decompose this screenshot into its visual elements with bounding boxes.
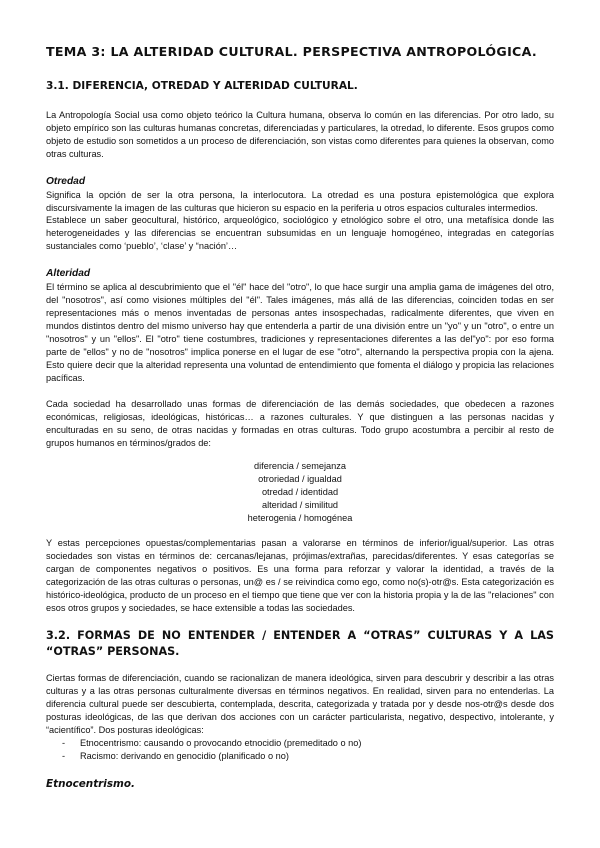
alteridad-heading: Alteridad (46, 268, 91, 280)
section-1-heading: 3.1. DIFERENCIA, OTREDAD Y ALTERIDAD CULTURAL. (46, 80, 358, 92)
list-item: - Etnocentrismo: causando o provocando etnocidio (premeditado o no) (62, 737, 554, 750)
pair-item: heterogenia / homogénea (247, 513, 353, 524)
section-2-heading: 3.2. FORMAS DE NO ENTENDER / ENTENDER A “OTRAS” CULTURAS Y A LAS “OTRAS” PERSONAS. (46, 629, 554, 659)
section-2-paragraph: Ciertas formas de diferenciación, cuando se racionalizan de manera ideológica, sirven para descubrir y describir a las otras culturas y a las otras personas culturalmente diversas en términos negativos. En realidad, sirven para no entenderlas. La diferencia cultural puede ser descubierta, contemplada, descrita, categorizada y tratada por y desde nos-otr@s desde dos posturas ideológicas, de las que derivan dos acciones con un carácter particularista, negativo, despectivo, intolerante, y “acientífico”. Dos posturas ideológicas: (46, 673, 554, 736)
alteridad-paragraph-2: Cada sociedad ha desarrollado unas formas de diferenciación de las demás sociedades, que obedecen a razones económicas, religiosas, ideológicas, históricas… a razones culturales. Y que distinguen a las personas nacidas y enculturadas en su seno, de otras nacidas y formadas en otras culturas. Todo grupo acostumbra a percibir al resto de grupos humanos en términos/grados de: (46, 399, 554, 449)
intro-paragraph: La Antropología Social usa como objeto teórico la Cultura humana, observa lo común en las diferencias. Por otro lado, su objeto empírico son las culturas humanas concretas, diferenciadas y particulares, la otredad, lo diferente. Esos grupos como objeto de estudio son sometidos a un proceso de diferenciación, son vistas como diferentes para quienes la observan, como otras culturas. (46, 110, 554, 159)
otredad-heading: Otredad (46, 175, 86, 187)
pair-item: diferencia / semejanza (254, 461, 346, 472)
pair-item: otroriedad / igualdad (258, 474, 342, 485)
ideological-postures-list (46, 737, 554, 763)
etnocentrismo-heading: Etnocentrismo. (46, 777, 135, 790)
list-item: - Racismo: derivando en genocidio (planificado o no) (62, 750, 554, 763)
page-title: TEMA 3: LA ALTERIDAD CULTURAL. PERSPECTIVA ANTROPOLÓGICA. (46, 44, 537, 59)
pair-item: otredad / identidad (261, 487, 339, 498)
alteridad-paragraph-1: El término se aplica al descubrimiento que el "él" hace del "otro", lo que hace surgir una amplia gama de imágenes del otro, del "nosotros", así como visiones múltiples del "él". Tales imágenes, más allá de las diferencias, coinciden todas en ser representaciones más o menos inventadas de personas antes insospechadas, radicalmente diferentes, que viven en mundos distintos dentro del mismo universo hay que entenderla a partir de una división entre un "yo" y un "otro", o entre un "nosotros" y un "ellos". El "otro" tiene costumbres, tradiciones y representaciones diferentes a las del"yo": por eso forma parte de "ellos" y no de "nosotros" implica ponerse en el lugar de ese "otro", alternando la perspectiva propia con la ajena. Esto quiere decir que la alteridad representa una voluntad de entendimiento que fomenta el diálogo y propicia las relaciones pacíficas. (46, 282, 554, 383)
otredad-paragraph-1: Significa la opción de ser la otra persona, la interlocutora. La otredad es una postura epistemológica que explora discursivamente la imagen de las culturas que hicieron su espacio en la periferia u otros espacios culturales intermedios. (46, 189, 554, 213)
otredad-paragraph-2: Establece un saber geocultural, histórico, arqueológico, sociológico y etnológico sobre el otro, una metafísica donde las heterogeneidades y las diferencias se encuentran subsumidas en un lenguaje homogéneo, integradas en categorías sustanciales como ‘pueblo’, ‘clase’ y “nación’… (46, 215, 554, 252)
differentiation-pairs-list (46, 460, 554, 525)
pair-item: alteridad / similitud (261, 500, 339, 511)
alteridad-paragraph-3: Y estas percepciones opuestas/complementarias pasan a valorarse en términos de inferior/igual/superior. Las otras sociedades son vistas en términos de: cercanas/lejanas, prójimas/extrañas, parecidas/diferentes. Y esas categorías se cargan de componentes negativos o positivos. Es una forma para reforzar y valorar la identidad, a través de la categorización de las otras culturas o personas, un@ es / se reivindica como ego, como no(s)-otr@s. Esta categorización es histórico-ideológica, producto de un proceso en el tiempo que tiene que ver con la historia propia y la de las "relaciones" con esos otros grupos y sociedades, se hace extensible a todas las sociedades. (46, 538, 554, 613)
